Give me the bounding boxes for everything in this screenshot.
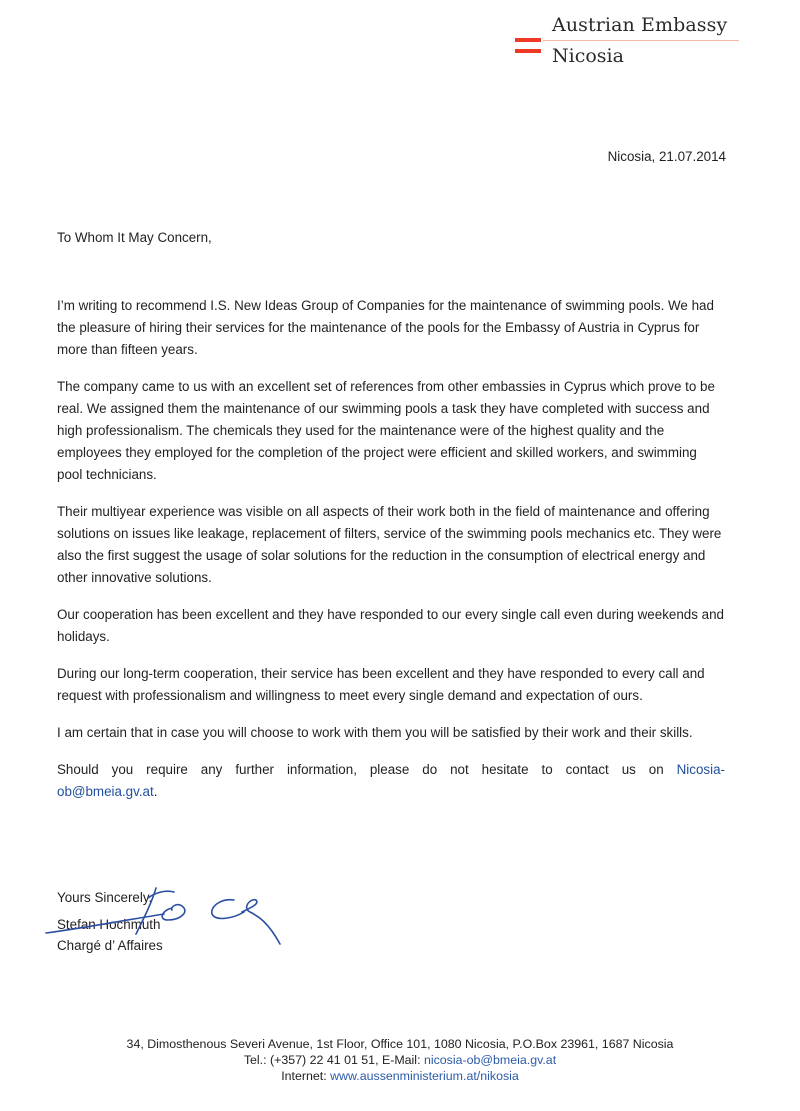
austrian-flag-bar-bottom: [515, 49, 541, 53]
footer-contact: [0, 1052, 800, 1068]
letterhead: [515, 14, 727, 68]
closing-block: [57, 887, 163, 956]
paragraph-long-term: During our long-term cooperation, their service has been excellent and they have responded to every call and request with professionalism and willingness to meet every single demand and expectation of ours.: [57, 666, 705, 703]
footer-tel: Tel.: (+357) 22 41 01 51, E-Mail:: [243, 1053, 424, 1067]
footer-internet-label: Internet:: [281, 1069, 331, 1083]
footer-email-link[interactable]: nicosia-ob@bmeia.gv.at: [423, 1053, 557, 1067]
paragraph-experience: Their multiyear experience was visible on all aspects of their work both in the field of maintenance and offering solutions on issues like leakage, replacement of filters, service of the swimming pools mechanics etc. They were also the first suggest the usage of solar solutions for the reduction in the consumption of electrical energy and other innovative solutions.: [57, 504, 722, 585]
footer-address: 34, Dimosthenous Severi Avenue, 1st Floor, Office 101, 1080 Nicosia, P.O.Box 23961, 1687 Nicosia: [126, 1037, 674, 1051]
letter-footer: [0, 1036, 800, 1084]
austrian-flag-bar-top: [515, 38, 541, 42]
letterhead-title: Austrian Embassy: [552, 14, 728, 36]
paragraph-references: The company came to us with an excellent set of references from other embassies in Cyprus which prove to be real. We assigned them the maintenance of our swimming pools a task they have completed with success and high professionalism. The chemicals they used for the maintenance were of the highest quality and the employees they employed for the completion of the project were efficient and skilled workers, and swimming pool technicians.: [57, 379, 715, 482]
paragraph-cooperation: Our cooperation has been excellent and they have responded to our every single call even during weekends and holidays.: [57, 607, 724, 644]
signatory-title: Chargé d’ Affaires: [57, 938, 163, 953]
letterhead-place: Nicosia: [552, 45, 624, 67]
paragraph-recommendation: I’m writing to recommend I.S. New Ideas Group of Companies for the maintenance of swimming pools. We had the pleasure of hiring their services for the maintenance of the pools for the Embassy of Austria in Cyprus for more than fifteen years.: [57, 298, 714, 357]
letter-body: [57, 295, 725, 818]
contact-text: Should you require any further information, please do not hesitate to contact us on: [57, 762, 677, 777]
signatory-name: Stefan Hochmuth: [57, 917, 161, 932]
salutation: To Whom It May Concern,: [57, 230, 212, 245]
contact-email-link[interactable]: Nicosia-ob@bmeia.gv.at: [57, 762, 725, 799]
contact-end: .: [153, 784, 158, 799]
footer-internet: [0, 1068, 800, 1084]
paragraph-certainty: I am certain that in case you will choose to work with them you will be satisfied by their work and their skills.: [57, 725, 693, 740]
valediction: Yours Sincerely,: [57, 890, 153, 905]
letterhead-divider: [543, 40, 739, 41]
paragraph-contact: [57, 759, 725, 803]
footer-website-link[interactable]: www.aussenministerium.at/nikosia: [330, 1069, 519, 1083]
date-line: Nicosia, 21.07.2014: [607, 149, 726, 164]
